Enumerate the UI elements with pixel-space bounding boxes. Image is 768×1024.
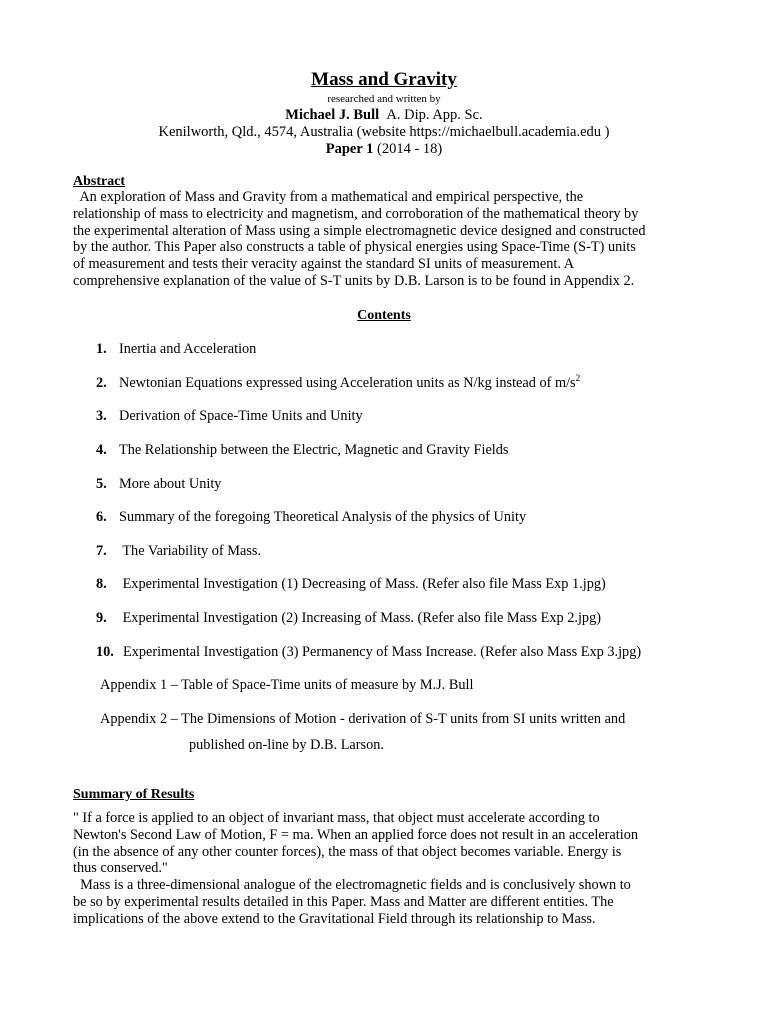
abstract-line: by the author. This Paper also constructs a table of physical energies using Space-Time (S-T) units	[73, 239, 636, 256]
appendix-2-entry-continued[interactable]: published on-line by D.B. Larson.	[189, 737, 384, 753]
contents-item[interactable]	[96, 374, 580, 392]
appendix-2-entry[interactable]: Appendix 2 – The Dimensions of Motion - derivation of S-T units from SI units written and	[100, 711, 626, 727]
contents-item-text: Experimental Investigation (1) Decreasing of Mass. (Refer also file Mass Exp 1.jpg)	[119, 576, 606, 592]
contents-heading: Contents	[357, 308, 411, 323]
contents-item[interactable]	[96, 475, 221, 493]
contents-item-number: 6.	[96, 509, 107, 525]
summary-line: " If a force is applied to an object of invariant mass, that object must accelerate according to	[73, 810, 600, 826]
author-name: Michael J. Bull	[285, 107, 380, 123]
contents-item-text: Experimental Investigation (3) Permanency of Mass Increase. (Refer also Mass Exp 3.jpg)	[123, 644, 642, 660]
summary-line: be so by experimental results detailed in this Paper. Mass and Matter are different entities. The	[73, 893, 614, 910]
superscript: 2	[575, 373, 581, 384]
contents-item-text: Newtonian Equations expressed using Acceleration units as N/kg instead of m/s	[119, 375, 576, 391]
author-line	[0, 106, 768, 124]
abstract-line: the experimental alteration of Mass using a simple electromagnetic device designed and constructed	[73, 222, 646, 239]
document-title: Mass and Gravity	[311, 69, 457, 90]
summary-heading: Summary of Results	[73, 787, 195, 802]
contents-item-number: 10.	[96, 644, 114, 660]
contents-item-number: 3.	[96, 408, 107, 424]
contents-item-text: Inertia and Acceleration	[119, 341, 257, 357]
contents-item[interactable]	[96, 441, 508, 459]
contents-item[interactable]	[96, 508, 526, 526]
contents-item[interactable]	[96, 340, 256, 358]
abstract-line: of measurement and tests their veracity against the standard SI units of measurement. A	[73, 256, 575, 273]
summary-line: Mass is a three-dimensional analogue of the electromagnetic fields and is conclusively shown to	[73, 877, 631, 894]
author-credentials: A. Dip. App. Sc.	[386, 107, 483, 123]
summary-line: implications of the above extend to the Gravitational Field through its relationship to Mass.	[73, 910, 596, 927]
appendix-1-entry[interactable]: Appendix 1 – Table of Space-Time units of measure by M.J. Bull	[100, 677, 474, 693]
contents-item-number: 1.	[96, 341, 107, 357]
paper-label: Paper 1	[325, 141, 374, 157]
contents-item-text: The Variability of Mass.	[119, 543, 262, 559]
contents-item-number: 8.	[96, 576, 107, 592]
contents-item-number: 5.	[96, 476, 107, 492]
contents-item-text: More about Unity	[119, 476, 222, 492]
abstract-line: relationship of mass to electricity and magnetism, and corroboration of the mathematical theory by	[73, 205, 639, 222]
author-address: Kenilworth, Qld., 4574, Australia (website https://michaelbull.academia.edu )	[158, 124, 610, 140]
abstract-text	[73, 189, 703, 290]
contents-item-text: Experimental Investigation (2) Increasing of Mass. (Refer also file Mass Exp 2.jpg)	[119, 610, 601, 626]
contents-item-number: 4.	[96, 442, 107, 458]
contents-item-text: Summary of the foregoing Theoretical Analysis of the physics of Unity	[119, 509, 527, 525]
paper-years: (2014 - 18)	[377, 141, 443, 157]
summary-line: Newton's Second Law of Motion, F = ma. When an applied force does not result in an acceleration	[73, 826, 639, 843]
summary-line: thus conserved."	[73, 860, 168, 877]
contents-item[interactable]	[96, 575, 606, 593]
contents-item[interactable]	[96, 643, 641, 661]
abstract-line: comprehensive explanation of the value of S-T units by D.B. Larson is to be found in Appendix 2.	[73, 272, 635, 289]
contents-item-text: Derivation of Space-Time Units and Unity	[119, 408, 363, 424]
contents-item[interactable]	[96, 609, 601, 627]
contents-item[interactable]	[96, 542, 261, 560]
contents-item-text: The Relationship between the Electric, Magnetic and Gravity Fields	[119, 442, 509, 458]
abstract-line: An exploration of Mass and Gravity from a mathematical and empirical perspective, the	[73, 189, 584, 205]
abstract-heading: Abstract	[73, 174, 126, 189]
summary-line: (in the absence of any other counter forces), the mass of that object becomes variable. Energy is	[73, 843, 622, 860]
contents-item[interactable]	[96, 407, 363, 425]
summary-text	[73, 810, 703, 928]
paper-line	[0, 140, 768, 158]
contents-item-number: 9.	[96, 610, 107, 626]
contents-item-number: 7.	[96, 543, 107, 559]
byline: researched and written by	[327, 93, 441, 105]
contents-item-number: 2.	[96, 375, 107, 391]
